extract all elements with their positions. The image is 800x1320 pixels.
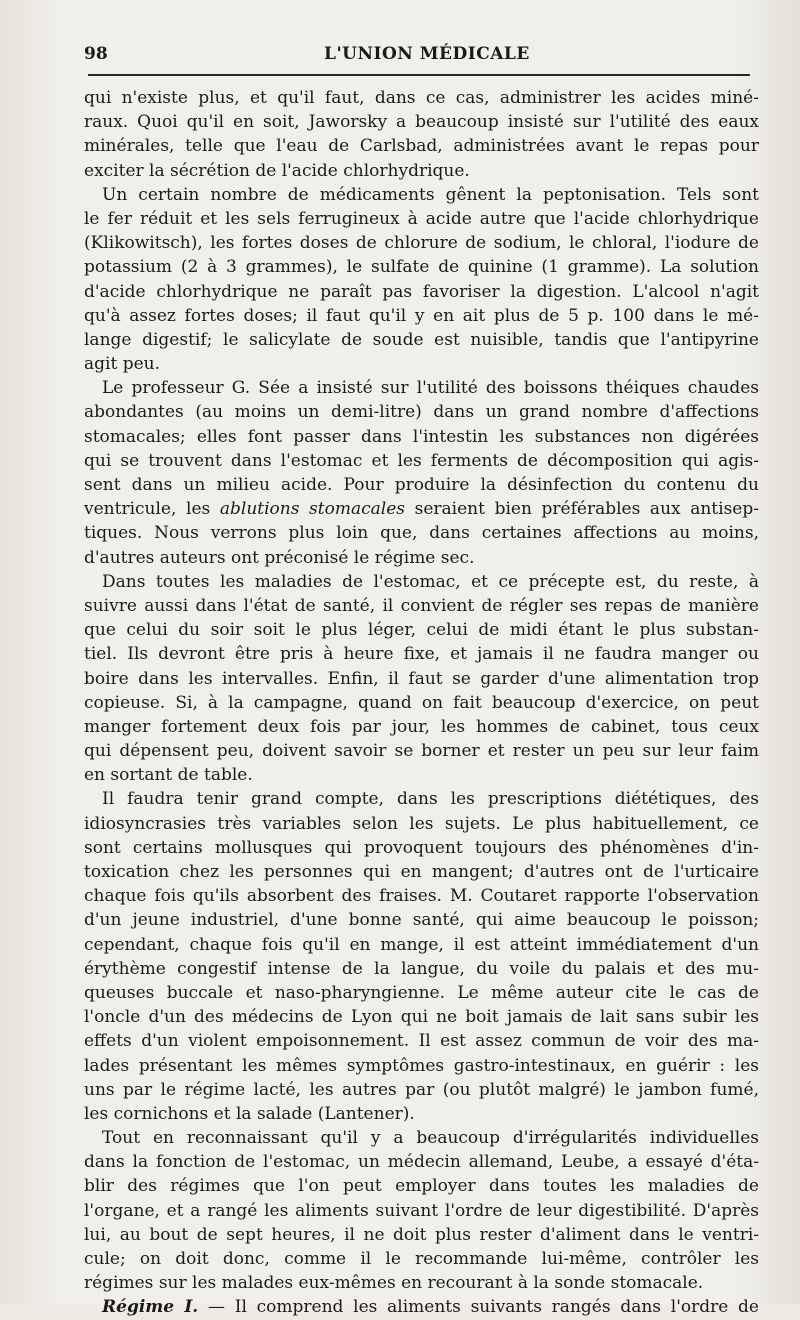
text-line: tiel. Ils devront être pris à heure fixe, et jamais il ne faudra manger ou <box>84 644 759 665</box>
text-line <box>84 497 759 521</box>
text-line: l'organe, et a rangé les aliments suivant l'ordre de leur digestibilité. D'après <box>84 1200 759 1221</box>
text-line: régimes sur les malades eux-mêmes en recourant à la sonde stomacale. <box>84 1273 704 1294</box>
text-line: Un certain nombre de médicaments gênent la peptonisation. Tels sont <box>102 184 759 205</box>
text-line: uns par le régime lacté, les autres par (ou plutôt malgré) le jambon fumé, <box>84 1079 759 1100</box>
text-line: sent dans un milieu acide. Pour produire la désinfection du contenu du <box>84 475 759 495</box>
italic-segment: ablutions stomacales <box>219 499 405 520</box>
text-line: l'oncle d'un des médecins de Lyon qui ne boit jamais de lait sans subir les <box>84 1007 759 1028</box>
text-line: blir des régimes que l'on peut employer dans toutes les maladies de <box>84 1176 759 1197</box>
text-line: Dans toutes les maladies de l'estomac, et ce précepte est, du reste, à <box>102 571 759 592</box>
text-line: qui n'existe plus, et qu'il faut, dans ce cas, administrer les acides miné- <box>84 88 759 108</box>
text-line: stomacales; elles font passer dans l'intestin les substances non digérées <box>84 426 759 447</box>
text-segment: — Il comprend les aliments suivants rangés dans l'ordre de <box>198 1297 759 1318</box>
text-line: potassium (2 à 3 grammes), le sulfate de quinine (1 gramme). La solution <box>84 257 759 278</box>
text-line: que celui du soir soit le plus léger, celui de midi étant le plus substan- <box>84 620 759 641</box>
text-line: d'un jeune industriel, d'une bonne santé, qui aime beaucoup le poisson; <box>84 910 759 931</box>
text-line: agit peu. <box>84 354 160 375</box>
text-line: minérales, telle que l'eau de Carlsbad, administrées avant le repas pour <box>84 136 759 157</box>
text-line: idiosyncrasies très variables selon les sujets. Le plus habituellement, ce <box>84 813 759 834</box>
text-line: manger fortement deux fois par jour, les hommes de cabinet, tous ceux <box>84 716 759 737</box>
text-line: érythème congestif intense de la langue, du voile du palais et des mu- <box>84 958 759 979</box>
text-line: lui, au bout de sept heures, il ne doit plus rester d'aliment dans le ventri- <box>84 1224 759 1245</box>
text-line: raux. Quoi qu'il en soit, Jaworsky a beaucoup insisté sur l'utilité des eaux <box>84 112 759 133</box>
text-line: d'autres auteurs ont préconisé le régime sec. <box>84 547 475 568</box>
text-line: cule; on doit donc, comme il le recommande lui-même, contrôler les <box>84 1249 759 1269</box>
text-line: boire dans les intervalles. Enfin, il faut se garder d'une alimentation trop <box>84 668 759 689</box>
text-line: suivre aussi dans l'état de santé, il convient de régler ses repas de manière <box>84 595 759 616</box>
text-line: cependant, chaque fois qu'il en mange, il est atteint immédiatement d'un <box>84 934 759 955</box>
text-line: toxication chez les personnes qui en mangent; d'autres ont de l'urticaire <box>84 862 759 882</box>
text-line: queuses buccale et naso-pharyngienne. Le même auteur cite le cas de <box>84 982 759 1003</box>
text-line: Tout en reconnaissant qu'il y a beaucoup d'irrégularités individuelles <box>102 1128 759 1149</box>
page-header <box>84 38 754 72</box>
text-line: dans la fonction de l'estomac, un médecin allemand, Leube, a essayé d'éta- <box>84 1152 759 1173</box>
text-line: copieuse. Si, à la campagne, quand on fait beaucoup d'exercice, on peut <box>84 692 759 713</box>
text-line: qu'à assez fortes doses; il faut qu'il y en ait plus de 5 p. 100 dans le mé- <box>84 305 759 326</box>
text-line: exciter la sécrétion de l'acide chlorhydrique. <box>84 160 470 181</box>
text-line: qui dépensent peu, doivent savoir se borner et rester un peu sur leur faim <box>84 741 759 762</box>
text-line: chaque fois qu'ils absorbent des fraises. M. Coutaret rapporte l'observation <box>84 886 759 907</box>
text-line: le fer réduit et les sels ferrugineux à acide autre que l'acide chlorhydrique <box>84 208 759 229</box>
text-line: abondantes (au moins un demi-litre) dans un grand nombre d'affections <box>84 402 759 423</box>
text-line: Il faudra tenir grand compte, dans les prescriptions diététiques, des <box>102 789 759 810</box>
text-line <box>84 1295 759 1319</box>
text-line: effets d'un violent empoisonnement. Il est assez commun de voir des ma- <box>84 1031 759 1052</box>
text-line: d'acide chlorhydrique ne paraît pas favoriser la digestion. L'alcool n'agit <box>84 281 759 302</box>
text-line: qui se trouvent dans l'estomac et les ferments de décomposition qui agis- <box>84 450 759 471</box>
text-line: lades présentant les mêmes symptômes gastro-intestinaux, en guérir : les <box>84 1055 759 1076</box>
header-rule <box>88 74 750 76</box>
text-line: lange digestif; le salicylate de soude est nuisible, tandis que l'antipyrine <box>84 329 759 350</box>
text-line: tiques. Nous verrons plus loin que, dans certaines affections au moins, <box>84 523 759 544</box>
italic-segment: Régime I. <box>102 1297 199 1318</box>
text-line: les cornichons et la salade (Lantener). <box>84 1103 415 1124</box>
running-title: L'UNION MÉDICALE <box>324 44 530 64</box>
text-line: sont certains mollusques qui provoquent toujours des phénomènes d'in- <box>84 837 759 858</box>
text-segment: ventricule, les <box>84 499 220 520</box>
text-line: (Klikowitsch), les fortes doses de chlorure de sodium, le chloral, l'iodure de <box>84 233 759 254</box>
page-number: 98 <box>84 44 108 64</box>
text-line: en sortant de table. <box>84 765 253 786</box>
text-segment: seraient bien préférables aux antisep- <box>405 499 759 520</box>
body-text <box>84 86 759 1320</box>
text-line: Le professeur G. Sée a insisté sur l'utilité des boissons théiques chaudes <box>102 378 759 399</box>
